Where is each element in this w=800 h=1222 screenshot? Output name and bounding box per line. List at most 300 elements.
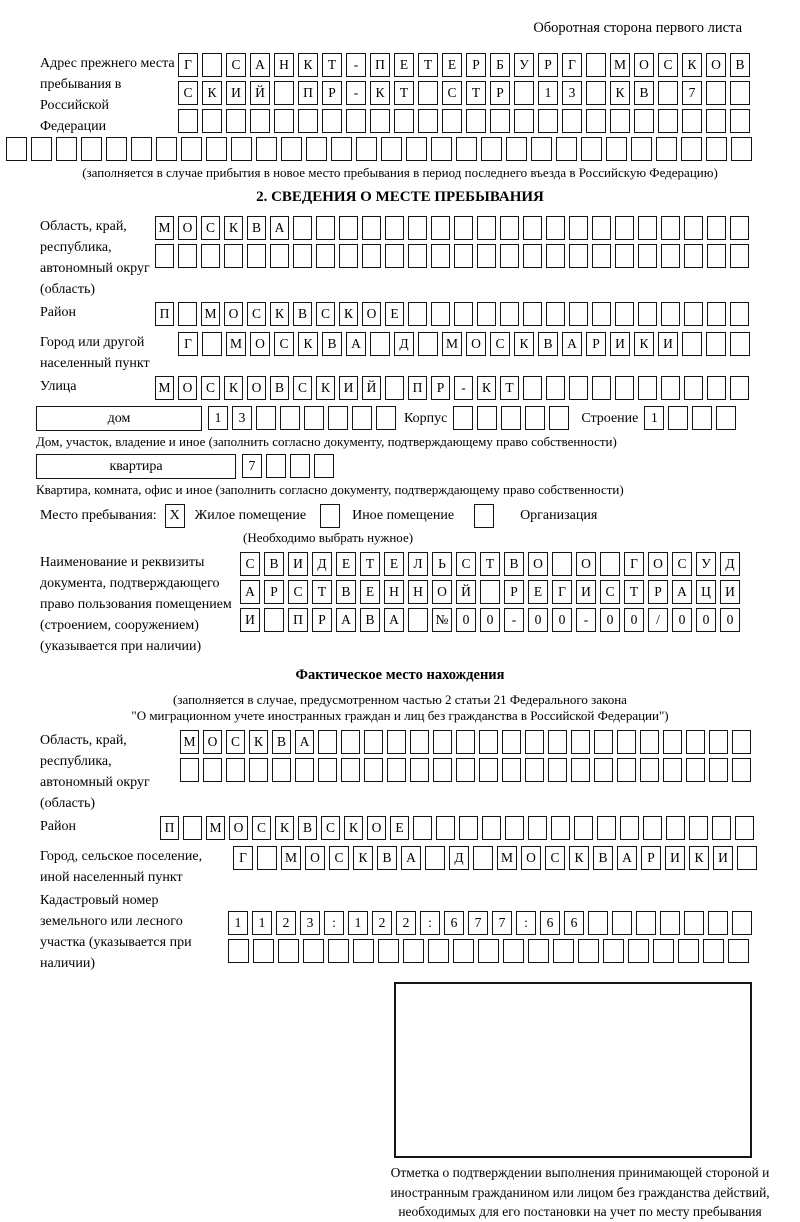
char-cell[interactable]: К xyxy=(224,216,243,240)
char-cell[interactable]: Р xyxy=(322,81,342,105)
char-cell[interactable]: А xyxy=(336,608,356,632)
char-cell[interactable]: : xyxy=(516,911,536,935)
char-cell[interactable] xyxy=(525,730,544,754)
char-cell[interactable]: И xyxy=(288,552,308,576)
char-cell[interactable] xyxy=(628,939,649,963)
char-cell[interactable]: С xyxy=(201,376,220,400)
char-cell[interactable]: М xyxy=(180,730,199,754)
char-cell[interactable]: 7 xyxy=(468,911,488,935)
char-cell[interactable]: С xyxy=(456,552,476,576)
char-cell[interactable] xyxy=(661,216,680,240)
char-cell[interactable] xyxy=(256,406,276,430)
char-cell[interactable] xyxy=(341,758,360,782)
char-cell[interactable] xyxy=(663,730,682,754)
char-cell[interactable] xyxy=(202,332,222,356)
char-cell[interactable] xyxy=(640,758,659,782)
char-cell[interactable] xyxy=(403,939,424,963)
char-cell[interactable] xyxy=(477,216,496,240)
char-cell[interactable]: Е xyxy=(385,302,404,326)
char-cell[interactable]: П xyxy=(298,81,318,105)
char-cell[interactable] xyxy=(408,302,427,326)
char-cell[interactable]: С xyxy=(316,302,335,326)
char-cell[interactable]: 7 xyxy=(682,81,702,105)
char-cell[interactable]: С xyxy=(293,376,312,400)
char-cell[interactable] xyxy=(660,911,680,935)
char-cell[interactable] xyxy=(480,580,500,604)
char-cell[interactable] xyxy=(281,137,302,161)
char-cell[interactable]: О xyxy=(521,846,541,870)
char-cell[interactable]: О xyxy=(362,302,381,326)
char-cell[interactable]: И xyxy=(576,580,596,604)
char-cell[interactable] xyxy=(501,406,521,430)
char-cell[interactable]: Р xyxy=(466,53,486,77)
char-cell[interactable] xyxy=(442,109,462,133)
char-cell[interactable] xyxy=(574,816,593,840)
char-cell[interactable]: С xyxy=(201,216,220,240)
char-cell[interactable] xyxy=(523,376,542,400)
char-cell[interactable]: К xyxy=(298,53,318,77)
char-cell[interactable]: О xyxy=(432,580,452,604)
char-cell[interactable] xyxy=(663,758,682,782)
char-cell[interactable] xyxy=(502,758,521,782)
char-cell[interactable] xyxy=(180,758,199,782)
char-cell[interactable] xyxy=(689,816,708,840)
char-cell[interactable] xyxy=(588,911,608,935)
char-cell[interactable] xyxy=(594,730,613,754)
char-cell[interactable] xyxy=(378,939,399,963)
char-cell[interactable] xyxy=(617,758,636,782)
char-cell[interactable] xyxy=(433,730,452,754)
char-cell[interactable]: Е xyxy=(528,580,548,604)
char-cell[interactable] xyxy=(666,816,685,840)
char-cell[interactable] xyxy=(730,244,749,268)
char-cell[interactable] xyxy=(668,406,688,430)
char-cell[interactable] xyxy=(202,109,222,133)
char-cell[interactable] xyxy=(352,406,372,430)
char-cell[interactable] xyxy=(394,109,414,133)
char-cell[interactable] xyxy=(707,244,726,268)
char-cell[interactable]: 6 xyxy=(540,911,560,935)
char-cell[interactable] xyxy=(661,302,680,326)
char-cell[interactable] xyxy=(479,758,498,782)
char-cell[interactable] xyxy=(436,816,455,840)
char-cell[interactable] xyxy=(514,109,534,133)
char-cell[interactable] xyxy=(686,730,705,754)
char-cell[interactable] xyxy=(703,939,724,963)
char-cell[interactable]: Н xyxy=(274,53,294,77)
char-cell[interactable]: М xyxy=(155,216,174,240)
char-cell[interactable]: А xyxy=(562,332,582,356)
char-cell[interactable]: Т xyxy=(466,81,486,105)
char-cell[interactable] xyxy=(226,109,246,133)
char-cell[interactable] xyxy=(454,244,473,268)
char-cell[interactable] xyxy=(514,81,534,105)
char-cell[interactable]: Р xyxy=(648,580,668,604)
char-cell[interactable]: М xyxy=(201,302,220,326)
checkbox-other-premises[interactable] xyxy=(320,504,340,528)
char-cell[interactable] xyxy=(453,406,473,430)
char-cell[interactable] xyxy=(538,109,558,133)
char-cell[interactable] xyxy=(418,81,438,105)
char-cell[interactable]: Й xyxy=(250,81,270,105)
char-cell[interactable]: В xyxy=(264,552,284,576)
char-cell[interactable] xyxy=(376,406,396,430)
char-cell[interactable] xyxy=(316,216,335,240)
char-cell[interactable] xyxy=(353,939,374,963)
char-cell[interactable]: В xyxy=(504,552,524,576)
char-cell[interactable] xyxy=(682,109,702,133)
char-cell[interactable] xyxy=(328,939,349,963)
char-cell[interactable]: О xyxy=(247,376,266,400)
char-cell[interactable] xyxy=(387,758,406,782)
char-cell[interactable] xyxy=(453,939,474,963)
char-cell[interactable]: Р xyxy=(312,608,332,632)
char-cell[interactable]: К xyxy=(224,376,243,400)
char-cell[interactable]: - xyxy=(504,608,524,632)
char-cell[interactable]: Е xyxy=(394,53,414,77)
char-cell[interactable] xyxy=(226,758,245,782)
char-cell[interactable] xyxy=(615,216,634,240)
char-cell[interactable]: 0 xyxy=(528,608,548,632)
char-cell[interactable]: А xyxy=(346,332,366,356)
char-cell[interactable]: Р xyxy=(538,53,558,77)
char-cell[interactable]: К xyxy=(275,816,294,840)
char-cell[interactable] xyxy=(505,816,524,840)
char-cell[interactable]: И xyxy=(339,376,358,400)
char-cell[interactable]: 0 xyxy=(456,608,476,632)
char-cell[interactable] xyxy=(653,939,674,963)
char-cell[interactable] xyxy=(249,758,268,782)
char-cell[interactable]: У xyxy=(514,53,534,77)
char-cell[interactable] xyxy=(692,406,712,430)
char-cell[interactable] xyxy=(408,608,428,632)
char-cell[interactable] xyxy=(546,376,565,400)
char-cell[interactable] xyxy=(706,332,726,356)
char-cell[interactable] xyxy=(295,758,314,782)
char-cell[interactable]: М xyxy=(155,376,174,400)
char-cell[interactable]: О xyxy=(250,332,270,356)
char-cell[interactable]: В xyxy=(322,332,342,356)
char-cell[interactable]: Д xyxy=(720,552,740,576)
char-cell[interactable]: К xyxy=(689,846,709,870)
char-cell[interactable]: 1 xyxy=(538,81,558,105)
char-cell[interactable] xyxy=(500,216,519,240)
char-cell[interactable]: 0 xyxy=(720,608,740,632)
char-cell[interactable] xyxy=(346,109,366,133)
char-cell[interactable]: - xyxy=(454,376,473,400)
char-cell[interactable]: А xyxy=(384,608,404,632)
char-cell[interactable]: М xyxy=(206,816,225,840)
char-cell[interactable] xyxy=(183,816,202,840)
char-cell[interactable]: С xyxy=(247,302,266,326)
char-cell[interactable]: К xyxy=(353,846,373,870)
char-cell[interactable]: Е xyxy=(336,552,356,576)
char-cell[interactable] xyxy=(362,244,381,268)
char-cell[interactable] xyxy=(503,939,524,963)
char-cell[interactable] xyxy=(592,216,611,240)
char-cell[interactable] xyxy=(730,376,749,400)
char-cell[interactable] xyxy=(525,406,545,430)
char-cell[interactable]: 0 xyxy=(696,608,716,632)
char-cell[interactable] xyxy=(56,137,77,161)
char-cell[interactable]: К xyxy=(298,332,318,356)
char-cell[interactable]: Т xyxy=(624,580,644,604)
char-cell[interactable]: С xyxy=(240,552,260,576)
char-cell[interactable] xyxy=(551,816,570,840)
char-cell[interactable]: П xyxy=(155,302,174,326)
char-cell[interactable]: И xyxy=(240,608,260,632)
char-cell[interactable]: О xyxy=(528,552,548,576)
char-cell[interactable] xyxy=(528,939,549,963)
char-cell[interactable]: № xyxy=(432,608,452,632)
char-cell[interactable] xyxy=(523,244,542,268)
char-cell[interactable] xyxy=(638,376,657,400)
char-cell[interactable]: О xyxy=(367,816,386,840)
char-cell[interactable] xyxy=(581,137,602,161)
char-cell[interactable]: К xyxy=(202,81,222,105)
char-cell[interactable]: К xyxy=(249,730,268,754)
char-cell[interactable] xyxy=(569,244,588,268)
char-cell[interactable] xyxy=(31,137,52,161)
char-cell[interactable]: Р xyxy=(641,846,661,870)
char-cell[interactable]: К xyxy=(270,302,289,326)
char-cell[interactable]: 1 xyxy=(644,406,664,430)
char-cell[interactable] xyxy=(617,730,636,754)
char-cell[interactable]: О xyxy=(576,552,596,576)
char-cell[interactable]: С xyxy=(545,846,565,870)
char-cell[interactable] xyxy=(656,137,677,161)
char-cell[interactable] xyxy=(280,406,300,430)
char-cell[interactable] xyxy=(431,216,450,240)
char-cell[interactable] xyxy=(615,376,634,400)
char-cell[interactable]: С xyxy=(658,53,678,77)
char-cell[interactable] xyxy=(264,608,284,632)
char-cell[interactable]: 2 xyxy=(276,911,296,935)
char-cell[interactable]: 0 xyxy=(624,608,644,632)
char-cell[interactable]: Р xyxy=(264,580,284,604)
char-cell[interactable] xyxy=(612,911,632,935)
char-cell[interactable] xyxy=(684,244,703,268)
char-cell[interactable]: С xyxy=(226,53,246,77)
char-cell[interactable] xyxy=(603,939,624,963)
char-cell[interactable]: : xyxy=(420,911,440,935)
char-cell[interactable] xyxy=(228,939,249,963)
char-cell[interactable] xyxy=(506,137,527,161)
char-cell[interactable] xyxy=(178,109,198,133)
char-cell[interactable] xyxy=(339,244,358,268)
char-cell[interactable]: О xyxy=(648,552,668,576)
char-cell[interactable]: И xyxy=(658,332,678,356)
char-cell[interactable] xyxy=(678,939,699,963)
char-cell[interactable] xyxy=(477,244,496,268)
char-cell[interactable] xyxy=(431,302,450,326)
char-cell[interactable] xyxy=(266,454,286,478)
char-cell[interactable] xyxy=(206,137,227,161)
char-cell[interactable]: В xyxy=(293,302,312,326)
char-cell[interactable] xyxy=(708,911,728,935)
char-cell[interactable] xyxy=(523,216,542,240)
char-cell[interactable]: В xyxy=(634,81,654,105)
char-cell[interactable]: С xyxy=(178,81,198,105)
char-cell[interactable] xyxy=(413,816,432,840)
char-cell[interactable] xyxy=(548,758,567,782)
char-cell[interactable]: Т xyxy=(322,53,342,77)
char-cell[interactable]: О xyxy=(229,816,248,840)
char-cell[interactable]: С xyxy=(274,332,294,356)
char-cell[interactable] xyxy=(370,109,390,133)
char-cell[interactable] xyxy=(594,758,613,782)
char-cell[interactable] xyxy=(500,302,519,326)
char-cell[interactable]: Ь xyxy=(432,552,452,576)
char-cell[interactable]: Н xyxy=(408,580,428,604)
char-cell[interactable] xyxy=(250,109,270,133)
char-cell[interactable] xyxy=(278,939,299,963)
char-cell[interactable]: Г xyxy=(562,53,582,77)
char-cell[interactable] xyxy=(290,454,310,478)
char-cell[interactable] xyxy=(425,846,445,870)
char-cell[interactable] xyxy=(456,730,475,754)
char-cell[interactable] xyxy=(274,109,294,133)
char-cell[interactable]: О xyxy=(634,53,654,77)
char-cell[interactable]: Б xyxy=(490,53,510,77)
char-cell[interactable] xyxy=(456,137,477,161)
char-cell[interactable] xyxy=(571,758,590,782)
char-cell[interactable] xyxy=(181,137,202,161)
char-cell[interactable]: О xyxy=(224,302,243,326)
char-cell[interactable]: 3 xyxy=(232,406,252,430)
char-cell[interactable] xyxy=(592,302,611,326)
char-cell[interactable] xyxy=(408,216,427,240)
char-cell[interactable] xyxy=(597,816,616,840)
char-cell[interactable] xyxy=(730,302,749,326)
char-cell[interactable] xyxy=(459,816,478,840)
char-cell[interactable]: М xyxy=(442,332,462,356)
char-cell[interactable]: 3 xyxy=(300,911,320,935)
char-cell[interactable] xyxy=(431,137,452,161)
char-cell[interactable]: 6 xyxy=(564,911,584,935)
char-cell[interactable] xyxy=(156,137,177,161)
char-cell[interactable] xyxy=(636,911,656,935)
char-cell[interactable] xyxy=(274,81,294,105)
char-cell[interactable] xyxy=(202,53,222,77)
char-cell[interactable]: О xyxy=(178,376,197,400)
char-cell[interactable]: А xyxy=(672,580,692,604)
char-cell[interactable] xyxy=(481,137,502,161)
char-cell[interactable]: С xyxy=(672,552,692,576)
char-cell[interactable] xyxy=(569,302,588,326)
char-cell[interactable]: 0 xyxy=(672,608,692,632)
char-cell[interactable] xyxy=(556,137,577,161)
char-cell[interactable]: В xyxy=(270,376,289,400)
char-cell[interactable] xyxy=(362,216,381,240)
char-cell[interactable]: Г xyxy=(233,846,253,870)
char-cell[interactable] xyxy=(600,552,620,576)
char-cell[interactable]: О xyxy=(305,846,325,870)
char-cell[interactable]: 1 xyxy=(228,911,248,935)
char-cell[interactable] xyxy=(272,758,291,782)
char-cell[interactable]: С xyxy=(226,730,245,754)
char-cell[interactable] xyxy=(257,846,277,870)
char-cell[interactable] xyxy=(661,376,680,400)
char-cell[interactable]: С xyxy=(442,81,462,105)
char-cell[interactable] xyxy=(716,406,736,430)
char-cell[interactable]: 7 xyxy=(242,454,262,478)
char-cell[interactable] xyxy=(592,376,611,400)
char-cell[interactable] xyxy=(552,552,572,576)
char-cell[interactable]: В xyxy=(360,608,380,632)
char-cell[interactable] xyxy=(454,216,473,240)
registration-mark-box[interactable] xyxy=(394,982,752,1158)
char-cell[interactable] xyxy=(681,137,702,161)
char-cell[interactable] xyxy=(643,816,662,840)
char-cell[interactable]: - xyxy=(576,608,596,632)
char-cell[interactable] xyxy=(318,730,337,754)
char-cell[interactable] xyxy=(293,244,312,268)
char-cell[interactable] xyxy=(592,244,611,268)
char-cell[interactable] xyxy=(316,244,335,268)
char-cell[interactable]: Д xyxy=(394,332,414,356)
char-cell[interactable]: Й xyxy=(362,376,381,400)
char-cell[interactable] xyxy=(178,244,197,268)
char-cell[interactable]: И xyxy=(713,846,733,870)
char-cell[interactable] xyxy=(433,758,452,782)
char-cell[interactable]: В xyxy=(298,816,317,840)
char-cell[interactable] xyxy=(634,109,654,133)
char-cell[interactable] xyxy=(712,816,731,840)
char-cell[interactable]: Р xyxy=(586,332,606,356)
char-cell[interactable] xyxy=(706,137,727,161)
char-cell[interactable] xyxy=(549,406,569,430)
char-cell[interactable] xyxy=(730,109,750,133)
char-cell[interactable] xyxy=(562,109,582,133)
char-cell[interactable] xyxy=(341,730,360,754)
char-cell[interactable]: Р xyxy=(431,376,450,400)
char-cell[interactable] xyxy=(318,758,337,782)
char-cell[interactable]: А xyxy=(295,730,314,754)
char-cell[interactable] xyxy=(631,137,652,161)
char-cell[interactable]: : xyxy=(324,911,344,935)
char-cell[interactable] xyxy=(546,302,565,326)
char-cell[interactable]: 0 xyxy=(600,608,620,632)
char-cell[interactable] xyxy=(548,730,567,754)
char-cell[interactable]: С xyxy=(288,580,308,604)
char-cell[interactable] xyxy=(586,81,606,105)
char-cell[interactable]: В xyxy=(377,846,397,870)
char-cell[interactable]: 6 xyxy=(444,911,464,935)
char-cell[interactable] xyxy=(298,109,318,133)
char-cell[interactable] xyxy=(6,137,27,161)
char-cell[interactable]: К xyxy=(339,302,358,326)
char-cell[interactable]: Е xyxy=(360,580,380,604)
char-cell[interactable]: С xyxy=(321,816,340,840)
char-cell[interactable]: Т xyxy=(418,53,438,77)
char-cell[interactable] xyxy=(606,137,627,161)
char-cell[interactable]: Е xyxy=(384,552,404,576)
char-cell[interactable]: К xyxy=(514,332,534,356)
char-cell[interactable]: К xyxy=(370,81,390,105)
char-cell[interactable] xyxy=(408,244,427,268)
checkbox-organization[interactable] xyxy=(474,504,494,528)
char-cell[interactable] xyxy=(640,730,659,754)
char-cell[interactable] xyxy=(247,244,266,268)
char-cell[interactable]: М xyxy=(226,332,246,356)
char-cell[interactable]: - xyxy=(346,81,366,105)
char-cell[interactable]: А xyxy=(270,216,289,240)
char-cell[interactable]: 2 xyxy=(396,911,416,935)
char-cell[interactable] xyxy=(730,332,750,356)
char-cell[interactable] xyxy=(737,846,757,870)
char-cell[interactable] xyxy=(610,109,630,133)
